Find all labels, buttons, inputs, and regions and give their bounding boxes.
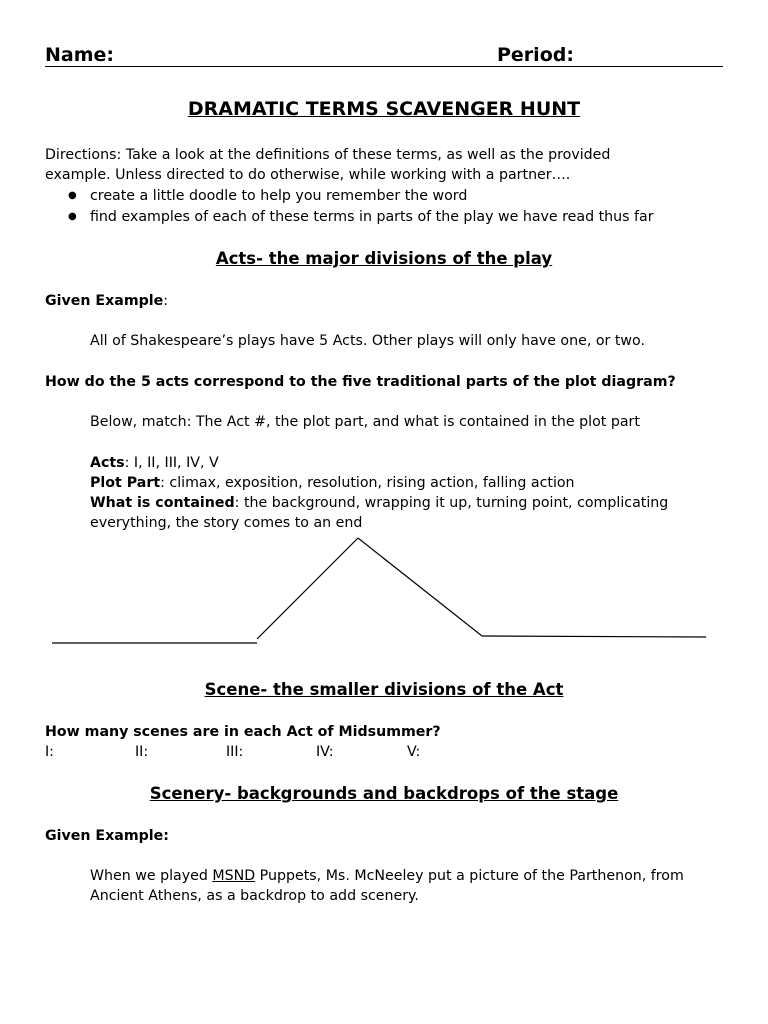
- page-title: DRAMATIC TERMS SCAVENGER HUNT: [187, 98, 581, 120]
- act-v-label: V:: [407, 744, 421, 760]
- plot-part-value: : climax, exposition, resolution, rising action, falling action: [160, 475, 575, 491]
- plot-falling-action-line: [358, 538, 482, 636]
- bullet-dot: ●: [68, 190, 77, 201]
- contained-label: What is contained: [90, 495, 235, 511]
- plot-rising-action-line: [257, 538, 358, 639]
- scenery-text-before: When we played: [90, 868, 213, 884]
- period-label: Period:: [497, 44, 574, 66]
- direction-bullet-1: create a little doodle to help you remember the word: [90, 188, 468, 204]
- scenery-text-after: Puppets, Ms. McNeeley put a picture of the Parthenon, from: [255, 868, 684, 884]
- scenery-heading: Scenery- backgrounds and backdrops of the stage: [149, 784, 619, 803]
- contained-value: : the background, wrapping it up, turning point, complicating: [234, 495, 669, 511]
- act-iv-label: IV:: [316, 744, 334, 760]
- scenery-example-line-2: Ancient Athens, as a backdrop to add scenery.: [90, 888, 419, 904]
- scenery-given-example-label: Given Example:: [45, 828, 169, 844]
- contained-list: [90, 493, 668, 513]
- acts-value: : I, II, III, IV, V: [124, 455, 219, 471]
- plot-part-label: Plot Part: [90, 475, 161, 491]
- name-label: Name:: [45, 44, 115, 66]
- directions-line-2: example. Unless directed to do otherwise, while working with a partner….: [45, 167, 571, 183]
- acts-list: [90, 453, 219, 473]
- acts-given-example: [45, 291, 168, 311]
- acts-example-text: All of Shakespeare’s plays have 5 Acts. Other plays will only have one, or two.: [90, 333, 645, 349]
- act-i-label: I:: [45, 744, 54, 760]
- plot-part-list: [90, 473, 575, 493]
- acts-label: Acts: [90, 455, 125, 471]
- msnd-abbreviation: MSND: [212, 868, 256, 884]
- acts-instruction: Below, match: The Act #, the plot part, and what is contained in the plot part: [90, 414, 640, 430]
- plot-diagram: [0, 530, 768, 650]
- given-example-colon: :: [163, 293, 169, 309]
- acts-heading: Acts- the major divisions of the play: [215, 249, 553, 268]
- name-period-row: [45, 44, 723, 67]
- scenery-example-line-1: [90, 866, 684, 886]
- acts-question: How do the 5 acts correspond to the five traditional parts of the plot diagram?: [45, 374, 676, 390]
- given-example-label: Given Example: [45, 293, 164, 309]
- directions-line-1: Directions: Take a look at the definitions of these terms, as well as the provided: [45, 147, 611, 163]
- scene-heading: Scene- the smaller divisions of the Act: [204, 680, 564, 699]
- contained-list-line-2: everything, the story comes to an end: [90, 515, 363, 531]
- bullet-dot: ●: [68, 211, 77, 222]
- act-ii-label: II:: [135, 744, 149, 760]
- plot-resolution-line: [482, 636, 706, 637]
- direction-bullet-2: find examples of each of these terms in parts of the play we have read thus far: [90, 209, 654, 225]
- scene-question: How many scenes are in each Act of Midsummer?: [45, 724, 441, 740]
- act-iii-label: III:: [226, 744, 244, 760]
- scene-answer-row: [45, 742, 465, 762]
